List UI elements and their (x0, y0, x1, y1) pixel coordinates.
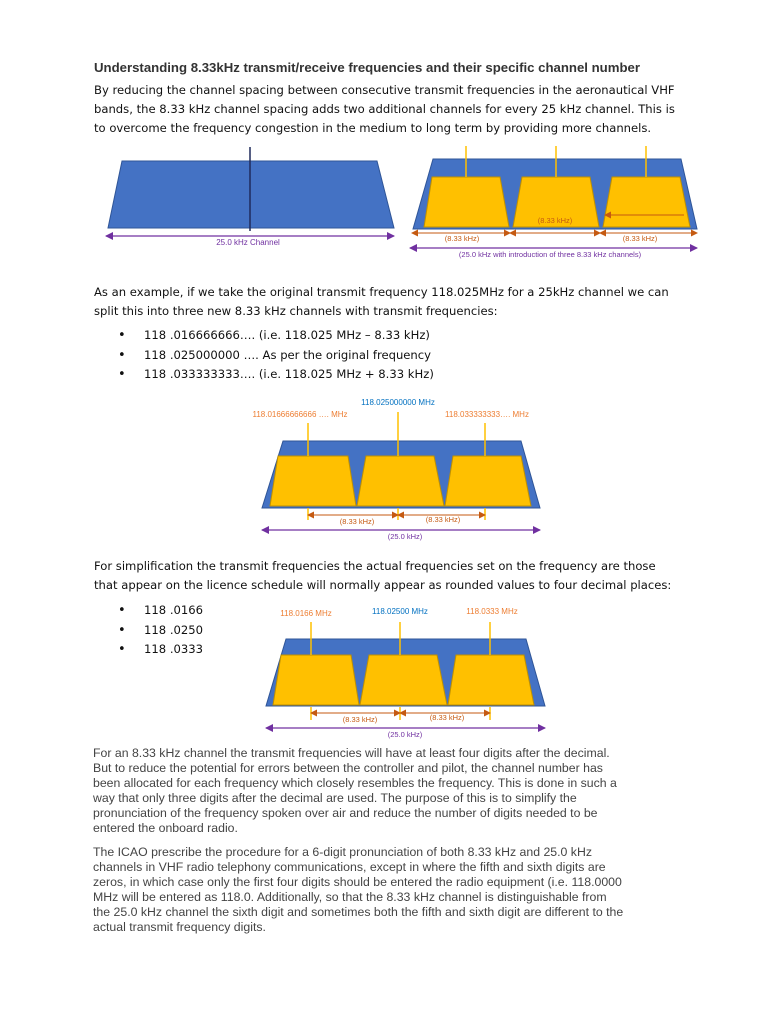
figure3-bottom-label: (25.0 kHz) (387, 730, 423, 739)
channel-number-paragraph (93, 746, 683, 836)
example-paragraph (94, 283, 694, 321)
figure1-bottom-label: (25.0 kHz with introduction of three 8.33 kHz channels) (458, 250, 642, 259)
figure3-right-label: 118.0333 MHz (466, 607, 518, 616)
paragraph-line: The ICAO prescribe the procedure for a 6-digit pronunciation of both 8.33 kHz and 25.0 kHz (93, 845, 592, 859)
paragraph-line: entered the onboard radio. (93, 821, 238, 835)
paragraph-line: been allocated for each frequency which closely resembles the frequency. This is done in such a (93, 776, 617, 790)
simplification-line: that appear on the licence schedule will normally appear as rounded values to four decimal places: (94, 578, 672, 592)
simplification-line: For simplification the transmit frequencies the actual frequencies set on the frequency are those (94, 559, 656, 573)
figure1-spacing-mid: (8.33 kHz) (537, 216, 573, 225)
figure1-spacing-right: (8.33 kHz) (622, 234, 658, 243)
figure3-center-label: 118.02500 MHz (372, 607, 428, 616)
paragraph-line: But to reduce the potential for errors between the controller and pilot, the channel number has (93, 761, 603, 775)
figure1-spacing-left: (8.33 kHz) (444, 234, 480, 243)
paragraph-line: For an 8.33 kHz channel the transmit frequencies will have at least four digits after the decimal. (93, 746, 610, 760)
figure3-spacing-right: (8.33 kHz) (429, 713, 465, 722)
list-item: • 118 .0333 (118, 640, 203, 660)
paragraph-line: zeros, in which case only the first four digits should be entered the radio equipment (i.e. 118.0000 (93, 875, 622, 889)
figure2-spacing-right: (8.33 kHz) (425, 515, 461, 524)
list-item: • 118 .0166 (118, 601, 203, 621)
figure3-spacing-left: (8.33 kHz) (342, 715, 378, 724)
list-item: • 118 .016666666…. (i.e. 118.025 MHz – 8.33 kHz) (118, 326, 434, 346)
figure2-channels (262, 412, 540, 530)
paragraph-line: way that only three digits after the decimal are used. The purpose of this is to simplify the (93, 791, 577, 805)
list-item: • 118 .0250 (118, 621, 203, 641)
intro-line: By reducing the channel spacing between consecutive transmit frequencies in the aeronautical VHF (94, 83, 675, 97)
example-frequency-list (118, 326, 434, 385)
figure1-split-channel (410, 146, 697, 248)
figure2-right-label: 118.033333333…. MHz (445, 410, 529, 419)
figure3-left-label: 118.0166 MHz (280, 609, 332, 618)
paragraph-line: pronunciation of the frequency spoken over air and reduce the number of digits needed to be (93, 806, 598, 820)
figure1-channel-label: 25.0 kHz Channel (216, 238, 280, 247)
list-item: • 118 .025000000 …. As per the original frequency (118, 346, 434, 366)
simplification-paragraph (94, 557, 694, 595)
paragraph-line: MHz will be entered as 118.0. Additionally, so that the 8.33 kHz channel is distinguishable from (93, 890, 607, 904)
intro-line: to overcome the frequency congestion in the medium to long term by providing more channels. (94, 121, 652, 135)
figure2-center-label: 118.025000000 MHz (361, 398, 435, 407)
figure2-spacing-left: (8.33 kHz) (339, 517, 375, 526)
icao-procedure-paragraph (93, 845, 683, 935)
paragraph-line: channels in VHF radio telephony communications, except in where the fifth and sixth digits are (93, 860, 606, 874)
figure2-bottom-label: (25.0 kHz) (387, 532, 423, 541)
paragraph-line: actual transmit frequency digits. (93, 920, 266, 934)
example-line: split this into three new 8.33 kHz channels with transmit frequencies: (94, 304, 498, 318)
figure2-left-label: 118.01666666666 …. MHz (252, 410, 348, 419)
example-line: As an example, if we take the original transmit frequency 118.025MHz for a 25kHz channel we can (94, 285, 669, 299)
figure3-channels (266, 622, 545, 728)
page-heading: Understanding 8.33kHz transmit/receive frequencies and their specific channel number (94, 60, 640, 75)
figure1-wide-channel (106, 147, 394, 236)
rounded-frequency-list (118, 601, 203, 660)
paragraph-line: the 25.0 kHz channel the sixth digit and sometimes both the fifth and sixth digit are different to the (93, 905, 624, 919)
list-item: • 118 .033333333…. (i.e. 118.025 MHz + 8.33 kHz) (118, 365, 434, 385)
intro-line: bands, the 8.33 kHz channel spacing adds two additional channels for every 25 kHz channel. This is (94, 102, 675, 116)
